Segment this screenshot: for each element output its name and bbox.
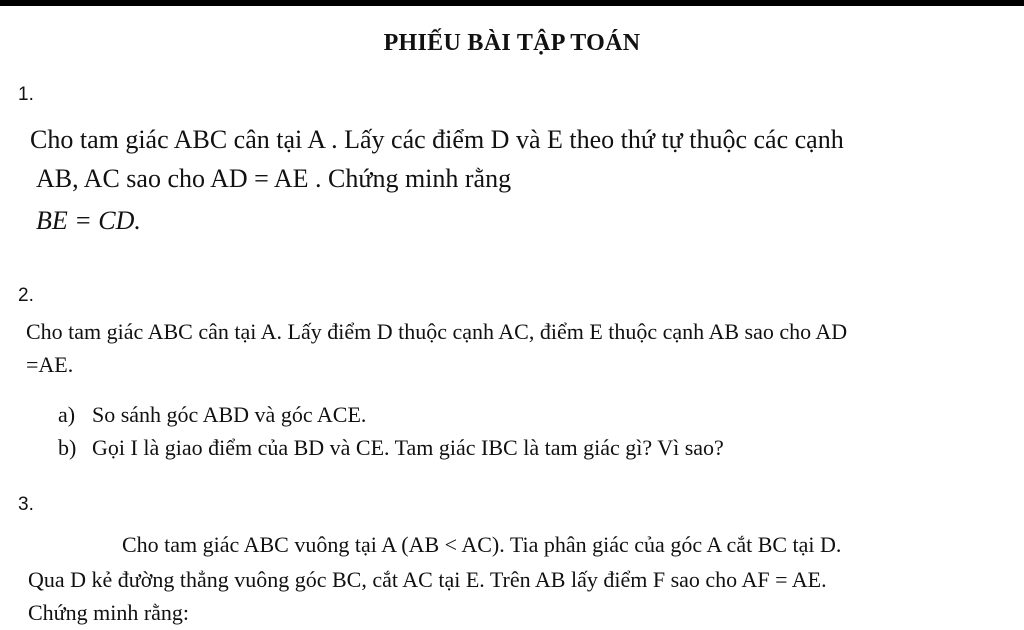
problem-2-number: 2. (18, 285, 34, 306)
problem-2-item-a (58, 402, 366, 428)
problem-1-line-2: AB, AC sao cho AD = AE . Chứng minh rằng (36, 164, 512, 193)
top-border (0, 0, 1024, 6)
problem-1-line-3: BE = CD. (36, 206, 141, 235)
item-text: Gọi I là giao điểm của BD và CE. Tam giác IBC là tam giác gì? Vì sao? (92, 435, 724, 460)
problem-2-item-b (58, 435, 724, 461)
item-label: b) (58, 435, 77, 460)
item-text: So sánh góc ABD và góc ACE. (92, 402, 367, 427)
problem-3-line-2: Qua D kẻ đường thẳng vuông góc BC, cắt AC tại E. Trên AB lấy điểm F sao cho AF = AE. (28, 567, 827, 592)
problem-1-line-1: Cho tam giác ABC cân tại A . Lấy các điểm D và E theo thứ tự thuộc các cạnh (30, 125, 844, 154)
problem-2-line-2: =AE. (26, 352, 74, 377)
problem-3-number: 3. (18, 494, 34, 515)
item-label: a) (58, 402, 76, 427)
problem-3-line-3: Chứng minh rằng: (28, 600, 190, 625)
page-title: PHIẾU BÀI TẬP TOÁN (383, 30, 641, 56)
problem-3-line-1: Cho tam giác ABC vuông tại A (AB < AC). Tia phân giác của góc A cắt BC tại D. (122, 532, 842, 557)
problem-1-number: 1. (18, 84, 34, 105)
problem-2-line-1: Cho tam giác ABC cân tại A. Lấy điểm D thuộc cạnh AC, điểm E thuộc cạnh AB sao cho AD (26, 319, 848, 344)
